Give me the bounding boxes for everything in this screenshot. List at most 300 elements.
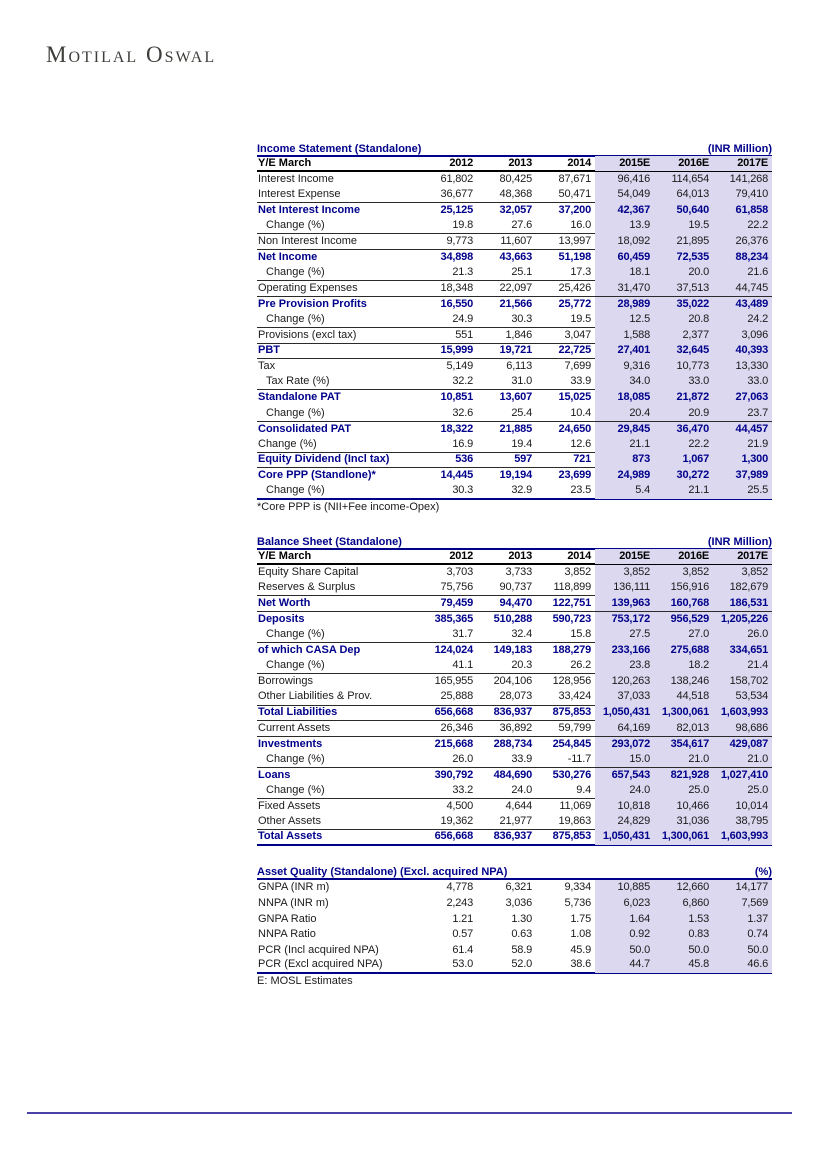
row-label: Change (%) [266, 783, 325, 796]
cell-value: 38,795 [713, 814, 772, 830]
cell-value: 10,466 [654, 799, 713, 815]
table-row [257, 484, 772, 500]
cell-value: 21,872 [654, 390, 713, 406]
cell-value: 30,272 [654, 468, 713, 484]
cell-value: 94,470 [499, 596, 532, 609]
cell-value: 54,049 [595, 187, 654, 203]
cell-value: 19,194 [499, 469, 532, 482]
cell-value: 1.21 [452, 912, 473, 925]
row-label: PBT [258, 344, 280, 357]
cell-value: 36,470 [654, 422, 713, 438]
cell-value: 12.5 [595, 312, 654, 328]
column-header: 2013 [508, 156, 532, 169]
cell-value: 1.53 [654, 912, 713, 928]
cell-value: 158,702 [713, 674, 772, 690]
row-label: Other Liabilities & Prov. [258, 690, 373, 703]
table-row [257, 375, 772, 391]
cell-value: 61,802 [440, 173, 473, 186]
cell-value: 3,852 [595, 565, 654, 581]
cell-value: 88,234 [713, 250, 772, 266]
cell-value: 275,688 [654, 643, 713, 659]
cell-value: 44.7 [595, 957, 654, 973]
cell-value: 22,725 [558, 344, 591, 357]
row-label: Current Assets [258, 721, 331, 734]
cell-value: 204,106 [493, 675, 532, 688]
cell-value: 41.1 [452, 659, 473, 672]
cell-value: 27.6 [511, 219, 532, 232]
cell-value: 23.7 [713, 406, 772, 422]
cell-value: 1.75 [570, 912, 591, 925]
cell-value: 10,851 [440, 391, 473, 404]
financial-tables-region [257, 141, 772, 1008]
row-label: PCR (Excl acquired NPA) [258, 958, 383, 971]
cell-value: 4,778 [446, 881, 473, 894]
cell-value: 1,603,993 [713, 705, 772, 721]
cell-value: 19.4 [511, 437, 532, 450]
cell-value: 35,022 [654, 297, 713, 313]
cell-value: 22,097 [499, 281, 532, 294]
cell-value: 721 [573, 453, 591, 466]
cell-value: 26.0 [713, 627, 772, 643]
cell-value: 31.0 [511, 375, 532, 388]
row-label: Standalone PAT [258, 391, 341, 404]
cell-value: 118,899 [553, 581, 591, 594]
cell-value: 1,300 [713, 452, 772, 468]
row-label: Fixed Assets [258, 800, 321, 813]
table-row [257, 581, 772, 597]
cell-value: 43,489 [713, 297, 772, 313]
cell-value: 1.64 [595, 912, 654, 928]
table-row [257, 312, 772, 328]
row-label: Provisions (excl tax) [258, 328, 357, 341]
cell-value: 21,895 [654, 234, 713, 250]
column-header: 2012 [449, 549, 473, 562]
cell-value: 6,113 [506, 360, 532, 373]
cell-value: 61,858 [713, 203, 772, 219]
cell-value: 30.3 [511, 312, 532, 325]
column-header: 2016E [654, 549, 713, 565]
cell-value: 873 [595, 452, 654, 468]
cell-value: 21.1 [595, 437, 654, 453]
cell-value: 34.0 [595, 374, 654, 390]
table-row [257, 234, 772, 250]
cell-value: 0.83 [654, 927, 713, 943]
cell-value: 120,263 [595, 674, 654, 690]
cell-value: 10,773 [654, 359, 713, 375]
cell-value: 0.74 [713, 927, 772, 943]
cell-value: 233,166 [595, 643, 654, 659]
table-row [257, 297, 772, 313]
cell-value: 64,169 [595, 721, 654, 737]
cell-value: 21.6 [713, 265, 772, 281]
table-row [257, 406, 772, 422]
cell-value: 536 [455, 453, 473, 466]
cell-value: 25,125 [440, 204, 473, 217]
table-row [257, 628, 772, 644]
cell-value: 27,401 [595, 343, 654, 359]
row-label: Change (%) [266, 312, 325, 325]
cell-value: 15,999 [440, 344, 473, 357]
cell-value: 29,845 [595, 422, 654, 438]
cell-value: 28,073 [499, 690, 532, 703]
cell-value: 61.4 [452, 943, 473, 956]
row-label: Core PPP (Standlone)* [258, 469, 376, 482]
cell-value: 334,651 [713, 643, 772, 659]
cell-value: 21.0 [654, 752, 713, 768]
cell-value: 10.4 [570, 406, 591, 419]
column-header: 2017E [713, 549, 772, 565]
cell-value: 11,069 [559, 800, 591, 813]
table-title: Asset Quality (Standalone) (Excl. acquired NPA) [257, 866, 508, 879]
row-label: Change (%) [266, 483, 325, 496]
cell-value: 21,977 [499, 815, 532, 828]
table-row [257, 328, 772, 344]
row-label: Change (%) [266, 406, 325, 419]
cell-value: 128,956 [552, 675, 591, 688]
cell-value: 20.3 [511, 659, 532, 672]
cell-value: 50.0 [654, 943, 713, 959]
cell-value: 23,699 [558, 469, 591, 482]
cell-value: 21.4 [713, 658, 772, 674]
cell-value: 27,063 [713, 390, 772, 406]
row-label: Investments [258, 737, 323, 750]
cell-value: 20.0 [654, 265, 713, 281]
cell-value: 23.8 [595, 658, 654, 674]
table-row [257, 250, 772, 266]
cell-value: 1,027,410 [713, 768, 772, 784]
row-label: NNPA (INR m) [258, 896, 329, 909]
table-title-row [257, 865, 772, 881]
table-row [257, 912, 772, 928]
table-row [257, 281, 772, 297]
cell-value: 26.0 [452, 752, 473, 765]
cell-value: 1.37 [713, 912, 772, 928]
row-label: GNPA (INR m) [258, 881, 330, 894]
table-title-row [257, 141, 772, 157]
row-label: Change (%) [266, 659, 325, 672]
column-header: 2014 [567, 156, 591, 169]
cell-value: 385,365 [434, 612, 473, 625]
table-row [257, 943, 772, 959]
cell-value: 0.92 [595, 927, 654, 943]
cell-value: 46.6 [713, 957, 772, 973]
cell-value: 114,654 [654, 172, 713, 188]
cell-value: 32.4 [511, 628, 532, 641]
cell-value: 24,829 [595, 814, 654, 830]
cell-value: 25.0 [713, 783, 772, 799]
table-row [257, 422, 772, 438]
cell-value: 31.7 [452, 628, 473, 641]
cell-value: 24,989 [595, 468, 654, 484]
cell-value: 6,321 [505, 881, 532, 894]
cell-value: 124,024 [434, 644, 473, 657]
cell-value: 254,845 [552, 737, 591, 750]
cell-value: 9,334 [564, 881, 591, 894]
row-label: Pre Provision Profits [258, 297, 367, 310]
row-label: Net Income [258, 251, 318, 264]
cell-value: 2,377 [654, 328, 713, 344]
cell-value: 50.0 [595, 943, 654, 959]
column-header: 2012 [449, 156, 473, 169]
cell-value: 50.0 [713, 943, 772, 959]
cell-value: 37,989 [713, 468, 772, 484]
row-label: GNPA Ratio [258, 912, 317, 925]
cell-value: 293,072 [595, 737, 654, 753]
table-row [257, 768, 772, 784]
cell-value: 10,818 [595, 799, 654, 815]
table-unit-label: (INR Million) [707, 535, 772, 548]
row-label: Deposits [258, 612, 305, 625]
cell-value: 14,445 [440, 469, 473, 482]
cell-value: 753,172 [595, 612, 654, 628]
cell-value: 656,668 [434, 706, 473, 718]
cell-value: 19,721 [499, 344, 532, 357]
cell-value: 3,096 [713, 328, 772, 344]
cell-value: 40,393 [713, 343, 772, 359]
cell-value: 139,963 [595, 596, 654, 612]
row-label: Change (%) [266, 752, 325, 765]
cell-value: 16.9 [452, 437, 473, 450]
cell-value: 24.2 [713, 312, 772, 328]
table-row [257, 596, 772, 612]
cell-value: 25.5 [713, 483, 772, 499]
cell-value: 23.5 [570, 483, 591, 496]
cell-value: 90,737 [499, 581, 532, 594]
cell-value: 188,279 [552, 644, 591, 657]
cell-value: 25,888 [440, 690, 473, 703]
table-footnote: E: MOSL Estimates [257, 974, 353, 987]
row-label: Interest Expense [258, 188, 341, 201]
cell-value: 3,047 [564, 328, 591, 341]
cell-value: 14,177 [713, 880, 772, 896]
row-label: Change (%) [258, 437, 317, 450]
cell-value: 34,898 [440, 251, 473, 264]
row-label: Reserves & Surplus [258, 581, 356, 594]
table-row [257, 815, 772, 831]
cell-value: 32.6 [452, 406, 473, 419]
row-label: Net Worth [258, 596, 311, 609]
cell-value: 18.1 [595, 265, 654, 281]
cell-value: 37,513 [654, 281, 713, 297]
row-label: Loans [258, 768, 291, 781]
cell-value: 9.4 [576, 783, 591, 796]
cell-value: 60,459 [595, 250, 654, 266]
cell-value: 20.9 [654, 406, 713, 422]
cell-value: 10,885 [595, 880, 654, 896]
row-label: Change (%) [266, 628, 325, 641]
cell-value: 1,300,061 [654, 829, 713, 845]
table-row [257, 219, 772, 235]
cell-value: 26,346 [440, 721, 473, 734]
cell-value: 87,671 [558, 173, 591, 186]
cell-value: 31,036 [654, 814, 713, 830]
cell-value: 530,276 [552, 768, 591, 781]
table-title: Income Statement (Standalone) [257, 142, 422, 155]
cell-value: 1,603,993 [713, 829, 772, 845]
cell-value: 25.4 [511, 406, 532, 419]
cell-value: 1,067 [654, 452, 713, 468]
cell-value: 58.9 [511, 943, 532, 956]
cell-value: 45.9 [570, 943, 591, 956]
cell-value: 33.9 [511, 752, 532, 765]
cell-value: 1,846 [505, 328, 532, 341]
row-label: PCR (Incl acquired NPA) [258, 943, 379, 956]
cell-value: 5,149 [446, 360, 473, 373]
cell-value: 44,518 [654, 689, 713, 705]
cell-value: 53.0 [452, 958, 473, 971]
cell-value: 37,200 [558, 204, 591, 217]
cell-value: 75,756 [440, 581, 473, 594]
row-label: Change (%) [266, 219, 325, 232]
cell-value: 52.0 [511, 958, 532, 971]
cell-value: 288,734 [493, 737, 532, 750]
row-label: Borrowings [258, 675, 314, 688]
cell-value: 11,607 [500, 234, 532, 247]
cell-value: 354,617 [654, 737, 713, 753]
cell-value: 7,569 [713, 896, 772, 912]
cell-value: 19,863 [558, 815, 591, 828]
cell-value: 13,330 [713, 359, 772, 375]
cell-value: 25,426 [558, 281, 591, 294]
cell-value: 3,036 [505, 896, 532, 909]
column-header: 2017E [713, 156, 772, 172]
cell-value: 2,243 [446, 896, 473, 909]
column-header: Y/E March [258, 549, 312, 562]
cell-value: 98,686 [713, 721, 772, 737]
row-label: Tax [258, 360, 276, 373]
table-row [257, 752, 772, 768]
cell-value: 9,316 [595, 359, 654, 375]
column-header: 2015E [595, 549, 654, 565]
cell-value: 429,087 [713, 737, 772, 753]
cell-value: 33.0 [713, 374, 772, 390]
company-logo: Motilal Oswal [46, 42, 217, 67]
cell-value: 17.3 [570, 266, 591, 279]
cell-value: 6,023 [595, 896, 654, 912]
cell-value: 38.6 [570, 958, 591, 971]
cell-value: 20.4 [595, 406, 654, 422]
cell-value: 15.8 [570, 628, 591, 641]
cell-value: 33.9 [570, 375, 591, 388]
cell-value: 28,989 [595, 297, 654, 313]
cell-value: 0.57 [452, 928, 473, 941]
cell-value: 21.9 [713, 437, 772, 453]
cell-value: 5,736 [564, 896, 591, 909]
cell-value: 25,772 [558, 297, 591, 310]
cell-value: 80,425 [499, 173, 532, 186]
cell-value: 1,050,431 [595, 829, 654, 845]
cell-value: 45.8 [654, 957, 713, 973]
table-row [257, 172, 772, 188]
table-row [257, 188, 772, 204]
cell-value: 79,459 [440, 596, 473, 609]
cell-value: 484,690 [493, 768, 532, 781]
cell-value: 25.1 [511, 266, 532, 279]
income-statement-table [257, 141, 772, 515]
cell-value: 50,640 [654, 203, 713, 219]
table-row [257, 453, 772, 469]
cell-value: 597 [514, 453, 532, 466]
cell-value: 72,535 [654, 250, 713, 266]
cell-value: 21,885 [499, 422, 532, 435]
cell-value: 3,852 [564, 566, 591, 579]
row-label: Net Interest Income [258, 204, 361, 217]
cell-value: 1,300,061 [654, 705, 713, 721]
cell-value: 15,025 [558, 391, 591, 404]
table-row [257, 690, 772, 706]
cell-value: 25.0 [654, 783, 713, 799]
column-header: 2015E [595, 156, 654, 172]
cell-value: 26.2 [570, 659, 591, 672]
cell-value: 20.8 [654, 312, 713, 328]
cell-value: 165,955 [434, 675, 473, 688]
cell-value: 31,470 [595, 281, 654, 297]
cell-value: 21,566 [499, 297, 532, 310]
table-row [257, 266, 772, 282]
cell-value: 24.0 [595, 783, 654, 799]
cell-value: 4,500 [446, 800, 473, 813]
cell-value: 22.2 [654, 437, 713, 453]
cell-value: 10,014 [713, 799, 772, 815]
cell-value: 657,543 [595, 768, 654, 784]
table-row [257, 565, 772, 581]
cell-value: 33,424 [558, 690, 591, 703]
row-label: Equity Dividend (Incl tax) [258, 453, 390, 466]
cell-value: 21.3 [452, 266, 473, 279]
table-row [257, 359, 772, 375]
cell-value: 1,205,226 [713, 612, 772, 628]
cell-value: 186,531 [713, 596, 772, 612]
cell-value: 6,860 [654, 896, 713, 912]
cell-value: 33.0 [654, 374, 713, 390]
cell-value: 22.2 [713, 218, 772, 234]
row-label: Interest Income [258, 173, 334, 186]
cell-value: 19.5 [654, 218, 713, 234]
cell-value: 7,699 [564, 360, 591, 373]
cell-value: 27.5 [595, 627, 654, 643]
cell-value: 141,268 [713, 172, 772, 188]
table-header-row [257, 157, 772, 173]
cell-value: 13,997 [558, 234, 591, 247]
cell-value: 836,937 [493, 706, 532, 718]
table-row [257, 783, 772, 799]
cell-value: 42,367 [595, 203, 654, 219]
cell-value: 122,751 [552, 596, 591, 609]
cell-value: 656,668 [434, 830, 473, 843]
row-label: Non Interest Income [258, 234, 358, 247]
cell-value: 182,679 [713, 580, 772, 596]
row-label: of which CASA Dep [258, 644, 361, 657]
cell-value: 160,768 [654, 596, 713, 612]
table-footnote: *Core PPP is (NII+Fee income-Opex) [257, 500, 440, 513]
table-row [257, 437, 772, 453]
row-label: Equity Share Capital [258, 566, 359, 579]
table-row [257, 737, 772, 753]
cell-value: 1,050,431 [595, 705, 654, 721]
table-row [257, 468, 772, 484]
cell-value: 18,085 [595, 390, 654, 406]
cell-value: 3,852 [713, 565, 772, 581]
cell-value: 32.9 [511, 483, 532, 496]
cell-value: 149,183 [493, 644, 532, 657]
row-label: Operating Expenses [258, 281, 358, 294]
cell-value: 37,033 [595, 689, 654, 705]
asset-quality-table [257, 865, 772, 990]
cell-value: 3,852 [654, 565, 713, 581]
cell-value: 96,416 [595, 172, 654, 188]
table-unit-label: (%) [754, 866, 772, 879]
cell-value: 590,723 [552, 612, 591, 625]
